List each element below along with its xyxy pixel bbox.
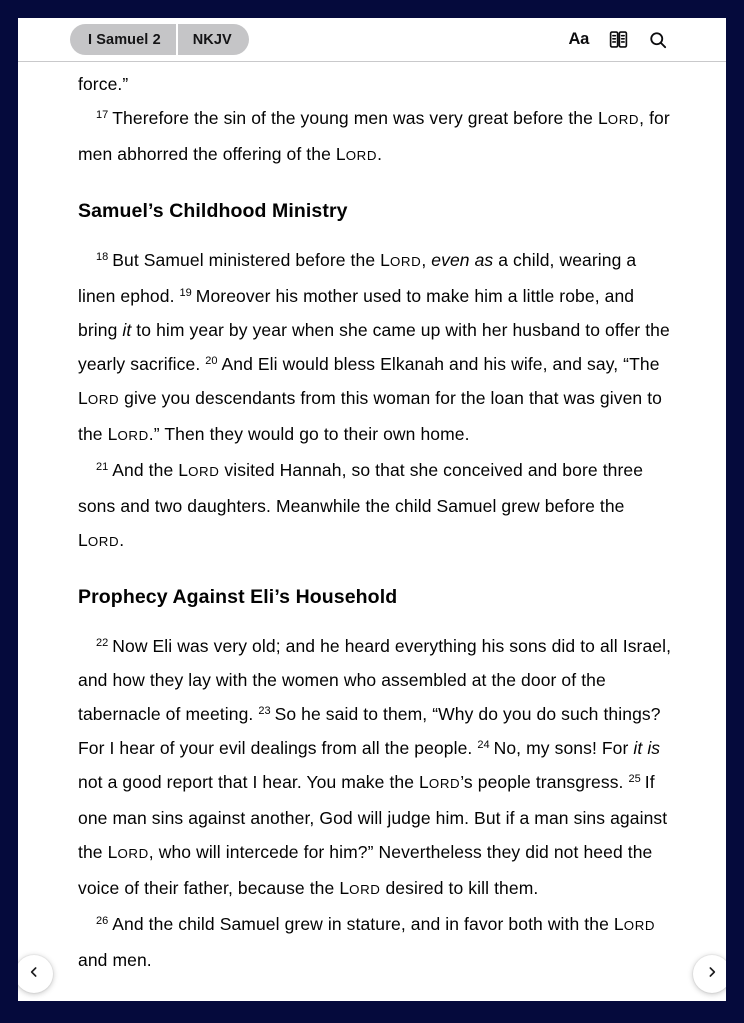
divine-name: LORD bbox=[339, 878, 381, 898]
open-book-icon bbox=[608, 29, 629, 50]
scripture-content bbox=[18, 62, 726, 1001]
scripture-text bbox=[78, 67, 672, 977]
italic-text: it is bbox=[633, 738, 661, 758]
verse-number: 19 bbox=[179, 287, 192, 299]
verse-number: 20 bbox=[205, 355, 218, 367]
divine-name: LORD bbox=[78, 530, 120, 550]
section-heading: Samuel’s Childhood Ministry bbox=[78, 200, 348, 222]
book-chapter-button[interactable]: I Samuel 2 bbox=[70, 24, 176, 55]
italic-text: even as bbox=[431, 250, 494, 270]
section-heading: Prophecy Against Eli’s Household bbox=[78, 586, 398, 608]
search-button[interactable] bbox=[648, 30, 668, 50]
top-bar bbox=[18, 18, 726, 62]
toolbar-actions bbox=[569, 29, 669, 50]
divine-name: LORD bbox=[380, 250, 422, 270]
verse-number: 17 bbox=[96, 109, 109, 121]
divine-name: LORD bbox=[419, 772, 461, 792]
divine-name: LORD bbox=[107, 842, 149, 862]
chevron-right-icon bbox=[704, 964, 720, 985]
verse-number: 23 bbox=[258, 705, 271, 717]
divine-name: LORD bbox=[107, 424, 149, 444]
divine-name: LORD bbox=[335, 144, 378, 164]
divine-name: LORD bbox=[613, 914, 656, 934]
passage-picker bbox=[70, 24, 249, 55]
verse-paragraph: $^{21}$ And the LORD visited Hannah, so that she conceived and bore three sons and two daughters. Meanwhile the child Samuel grew before the LORD. bbox=[78, 460, 644, 550]
reader-window bbox=[18, 18, 726, 1001]
verse-number: 22 bbox=[96, 637, 109, 649]
italic-text: it bbox=[122, 320, 132, 340]
translation-button[interactable]: NKJV bbox=[178, 24, 249, 55]
verse-paragraph: $^{26}$ And the child Samuel grew in stature, and in favor both with the LORD and men. bbox=[78, 914, 656, 970]
divine-name: LORD bbox=[597, 108, 640, 128]
chevron-left-icon bbox=[26, 964, 42, 985]
next-chapter-button[interactable] bbox=[693, 955, 726, 993]
verse-number: 26 bbox=[96, 915, 109, 927]
divine-name: LORD bbox=[78, 388, 120, 408]
verse-number: 21 bbox=[96, 461, 109, 473]
verse-number: 18 bbox=[96, 251, 109, 263]
verse-number: 25 bbox=[628, 773, 641, 785]
verse-number: 24 bbox=[477, 739, 490, 751]
verse-paragraph: $^{22}$ Now Eli was very old; and he heard everything his sons did to all Israel, and how they lay with the women who assembled at the door of the tabernacle of meeting. $^{23}$ So he said to them, “Why do you do such things? For I hear of your evil dealings from all the people. $^{24}$ No, my sons! For it is not a good report that I hear. You make the LORD’s people transgress. $^{25}$ If one man sins against another, God will judge him. But if a man sins against the LORD, who will intercede for him?” Nevertheless they did not heed the voice of their father, because the LORD desired to kill them. bbox=[78, 636, 672, 898]
verse-paragraph: $^{18}$ But Samuel ministered before the LORD, even as a child, wearing a linen ephod. $^{19}$ Moreover his mother used to make him a little robe, and bring it to him year by year when she came up with her husband to offer the yearly sacrifice. $^{20}$ And Eli would bless Elkanah and his wife, and say, “The LORD give you descendants from this woman for the loan that was given to the LORD.” Then they would go to their own home. bbox=[78, 250, 670, 444]
verse-paragraph: $^{17}$ Therefore the sin of the young men was very great before the LORD, for men abhorred the offering of the LORD. bbox=[78, 108, 670, 164]
divine-name: LORD bbox=[178, 460, 220, 480]
text-size-button[interactable]: Aa bbox=[568, 30, 589, 48]
search-icon bbox=[648, 30, 668, 50]
verse-paragraph: force.” bbox=[78, 74, 129, 94]
parallel-reading-button[interactable] bbox=[608, 29, 629, 50]
